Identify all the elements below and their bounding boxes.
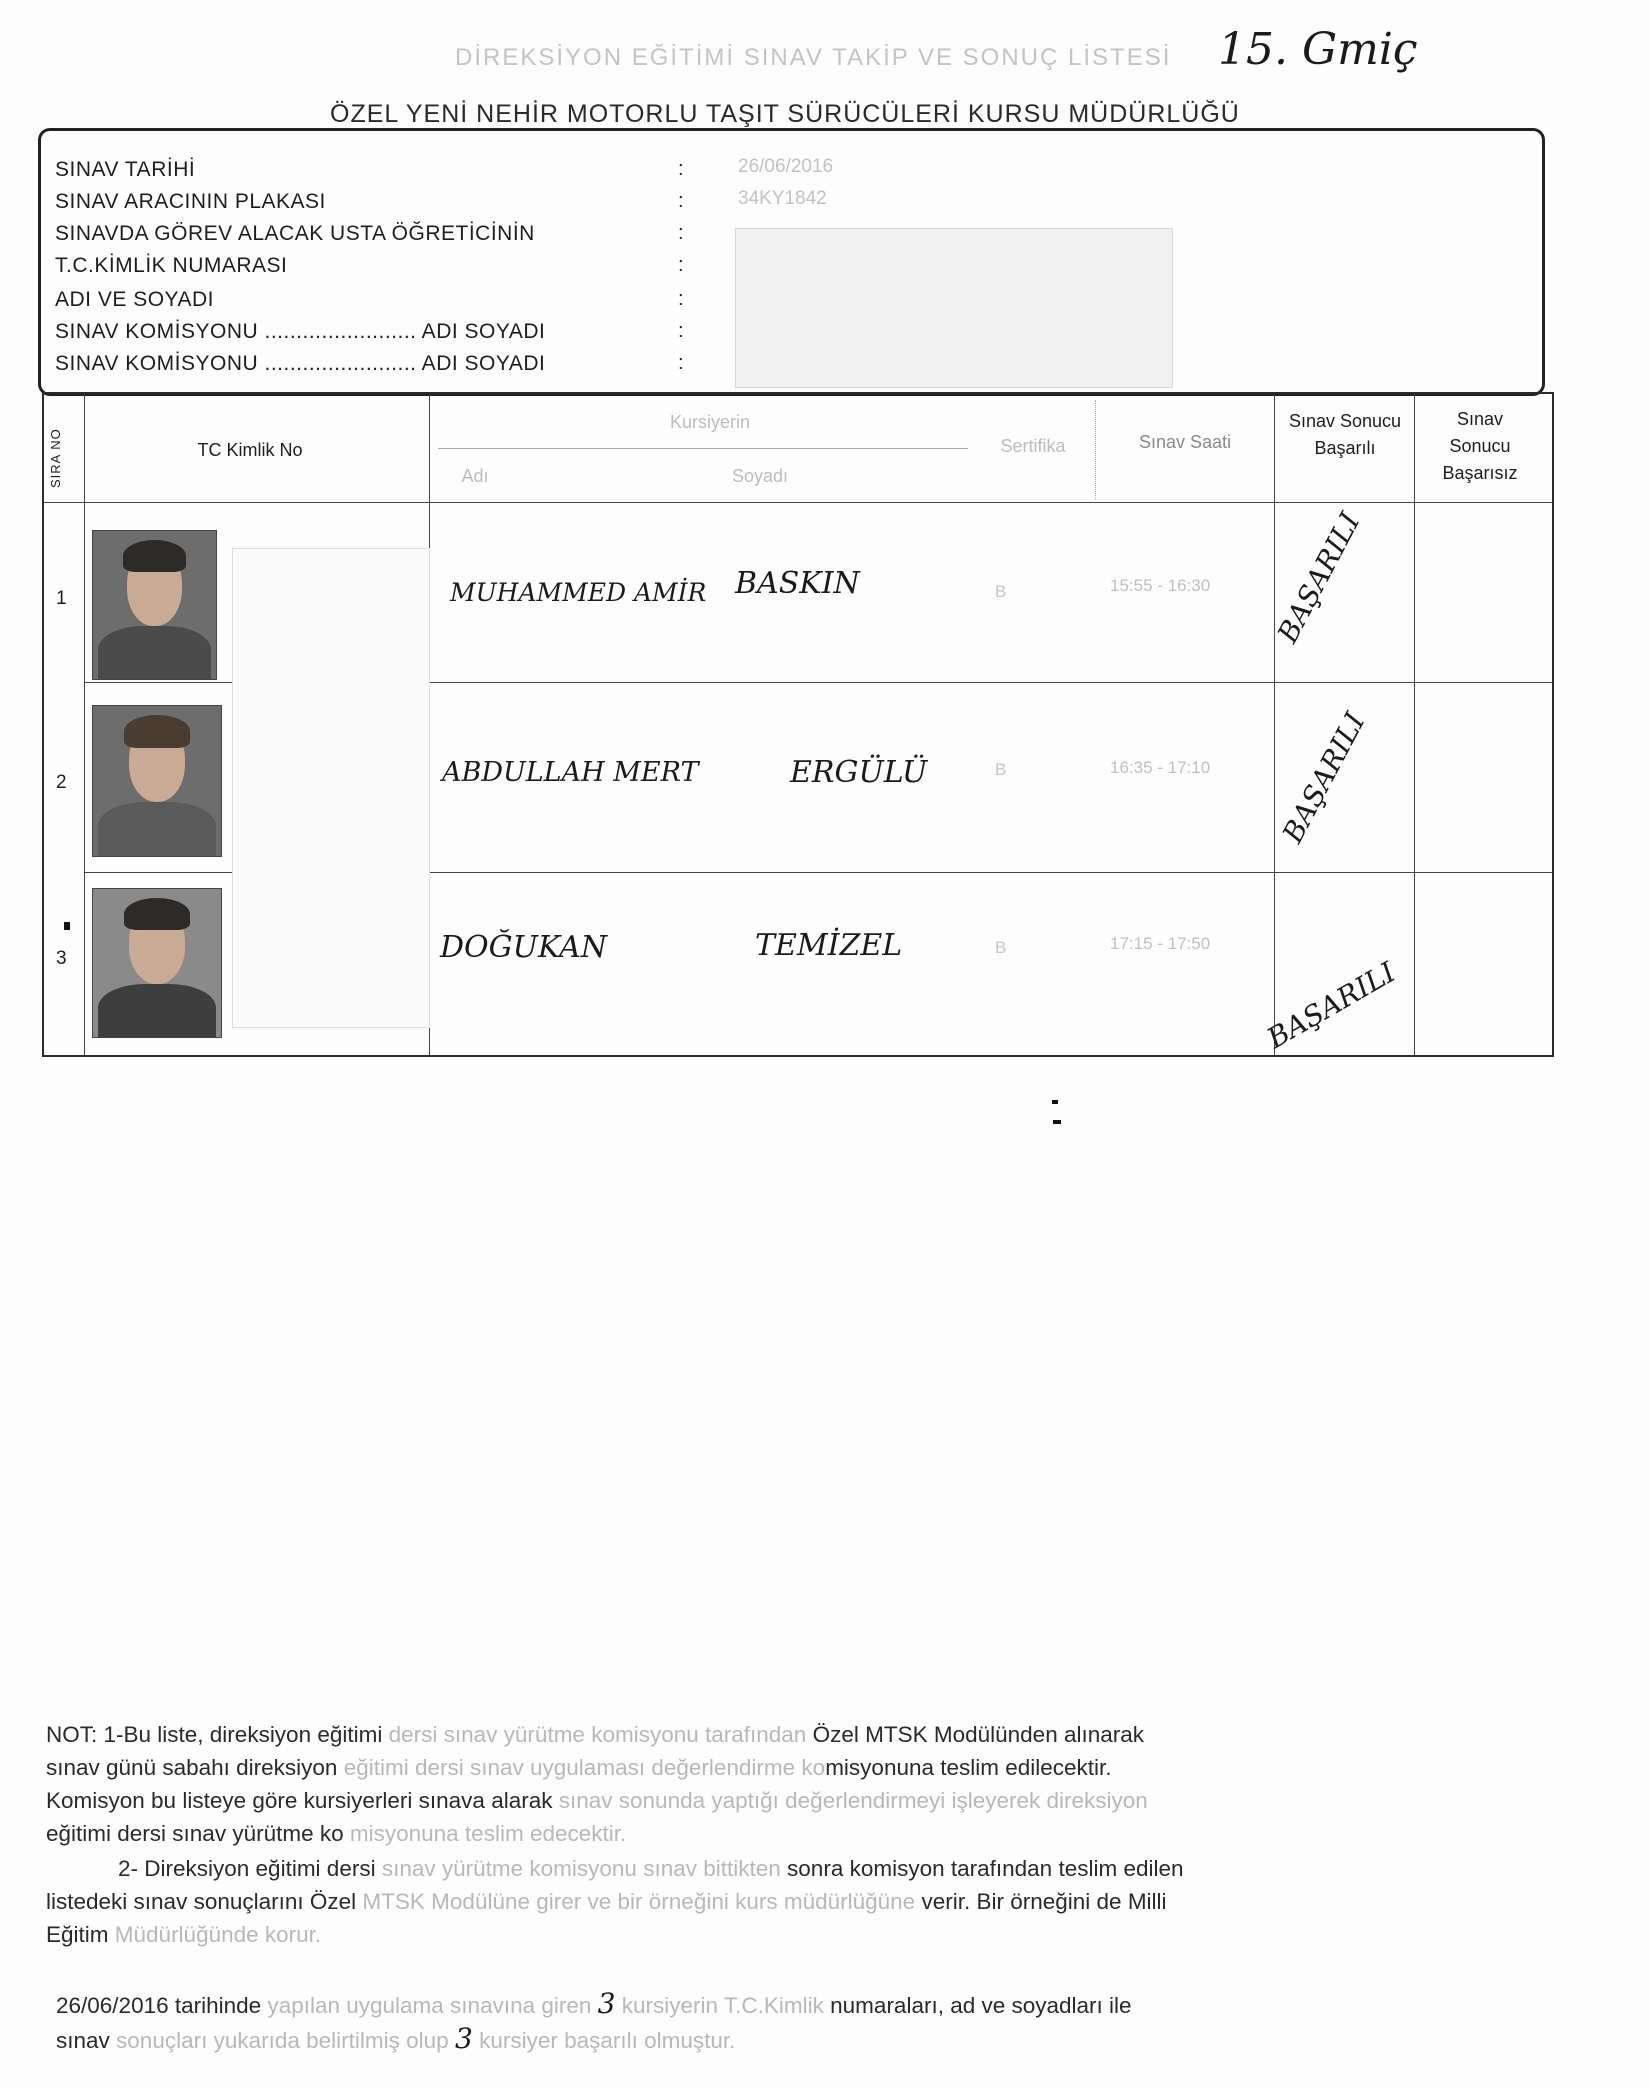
header-divider: [438, 448, 968, 449]
first-name: MUHAMMED AMİR: [450, 578, 707, 607]
certificate-class: B: [995, 938, 1007, 957]
header-failed: Sınav Sonucu Başarısız: [1442, 409, 1518, 483]
exam-date-value: 26/06/2016: [738, 156, 834, 177]
row-number: 3: [56, 948, 67, 969]
header-passed: Sınav Sonucu Başarılı: [1288, 411, 1402, 458]
header-tc-no: TC Kimlik No: [197, 440, 303, 460]
ink-dot: [64, 922, 70, 930]
result-passed: BAŞARILI: [1270, 507, 1367, 648]
header-sira-no: SIRA NO: [48, 428, 63, 488]
label-exam-date: SINAV TARİHİ: [55, 158, 196, 181]
header-divider: [1095, 400, 1096, 500]
label-instructor: SINAVDA GÖREV ALACAK USTA ÖĞRETİCİNİN: [55, 222, 535, 245]
colon: :: [678, 254, 684, 276]
footer-statement: 26/06/2016 tarihinde yapılan uygulama sınavına giren 3 kursiyerin T.C.Kimlik numaraları, ad ve soyadları ile sınav sonuçları yukarıda belirtilmiş olup 3 kursiyer başarılı olmuştur.: [56, 1987, 1132, 2055]
last-name: BASKIN: [735, 566, 860, 601]
note-paragraph-2: 2- Direksiyon eğitimi dersi sınav yürütme komisyonu sınav bittikten sonra komisyon tarafından teslim edilen listedeki sınav sonuçlarını Özel MTSK Modülüne girer ve bir örneğini kurs müdürlüğüne verir. Bir örneğini de Milli Eğitim Müdürlüğünde korur.: [46, 1856, 1184, 1947]
colon: :: [678, 320, 684, 342]
document-title: DİREKSİYON EĞİTİMİ SINAV TAKİP VE SONUÇ LİSTESİ: [455, 44, 1172, 71]
colon: :: [678, 158, 684, 180]
last-name: ERGÜLÜ: [790, 755, 928, 790]
label-tc-number: T.C.KİMLİK NUMARASI: [55, 254, 288, 277]
first-name: ABDULLAH MERT: [442, 757, 699, 788]
last-name: TEMİZEL: [755, 928, 903, 963]
colon: :: [678, 222, 684, 244]
student-photo: [92, 705, 222, 857]
label-commission-1: SINAV KOMİSYONU ........................ ADI SOYADI: [55, 320, 546, 343]
note-paragraph-1: NOT: 1-Bu liste, direksiyon eğitimi dersi sınav yürütme komisyonu tarafından Özel MTSK Modülünden alınarak sınav günü sabahı direksiyon eğitimi dersi sınav uygulaması değerlendirme komisyonuna teslim edilecektir. Komisyon bu listeye göre kursiyerleri sınava alarak sınav sonunda yaptığı değerlendirmeyi işleyerek direksiyon eğitimi dersi sınav yürütme ko misyonuna teslim edecektir.: [46, 1722, 1148, 1846]
header-exam-time: Sınav Saati: [1138, 432, 1232, 452]
exam-time: 17:15 - 17:50: [1110, 934, 1211, 953]
exam-time: 15:55 - 16:30: [1110, 576, 1211, 595]
redacted-area: [735, 228, 1173, 388]
ink-dot: [1052, 1100, 1058, 1104]
vehicle-plate-value: 34KY1842: [738, 188, 827, 209]
handwritten-annotation: 15. Gmiç: [1218, 24, 1418, 75]
student-photo: [92, 530, 217, 680]
ink-dot: [1053, 1120, 1061, 1124]
header-trainee: Kursiyerin: [669, 412, 751, 432]
institution-title: ÖZEL YENİ NEHİR MOTORLU TAŞIT SÜRÜCÜLERİ KURSU MÜDÜRLÜĞÜ: [330, 100, 1240, 128]
certificate-class: B: [995, 760, 1007, 779]
first-name: DOĞUKAN: [440, 930, 608, 965]
header-last-name: Soyadı: [731, 466, 789, 486]
label-vehicle-plate: SINAV ARACININ PLAKASI: [55, 190, 326, 213]
exam-time: 16:35 - 17:10: [1110, 758, 1211, 777]
header-certificate: Sertifika: [1000, 436, 1066, 456]
result-passed: BAŞARILI: [1275, 707, 1372, 848]
header-first-name: Adı: [461, 466, 489, 486]
colon: :: [678, 288, 684, 310]
label-name-surname: ADI VE SOYADI: [55, 288, 214, 311]
label-commission-2: SINAV KOMİSYONU ........................ ADI SOYADI: [55, 352, 546, 375]
redacted-tc-column: [232, 548, 430, 1028]
colon: :: [678, 352, 684, 374]
colon: :: [678, 190, 684, 212]
student-photo: [92, 888, 222, 1038]
row-number: 1: [56, 588, 67, 609]
result-passed: BAŞARILI: [1261, 955, 1401, 1055]
certificate-class: B: [995, 582, 1007, 601]
row-number: 2: [56, 772, 67, 793]
